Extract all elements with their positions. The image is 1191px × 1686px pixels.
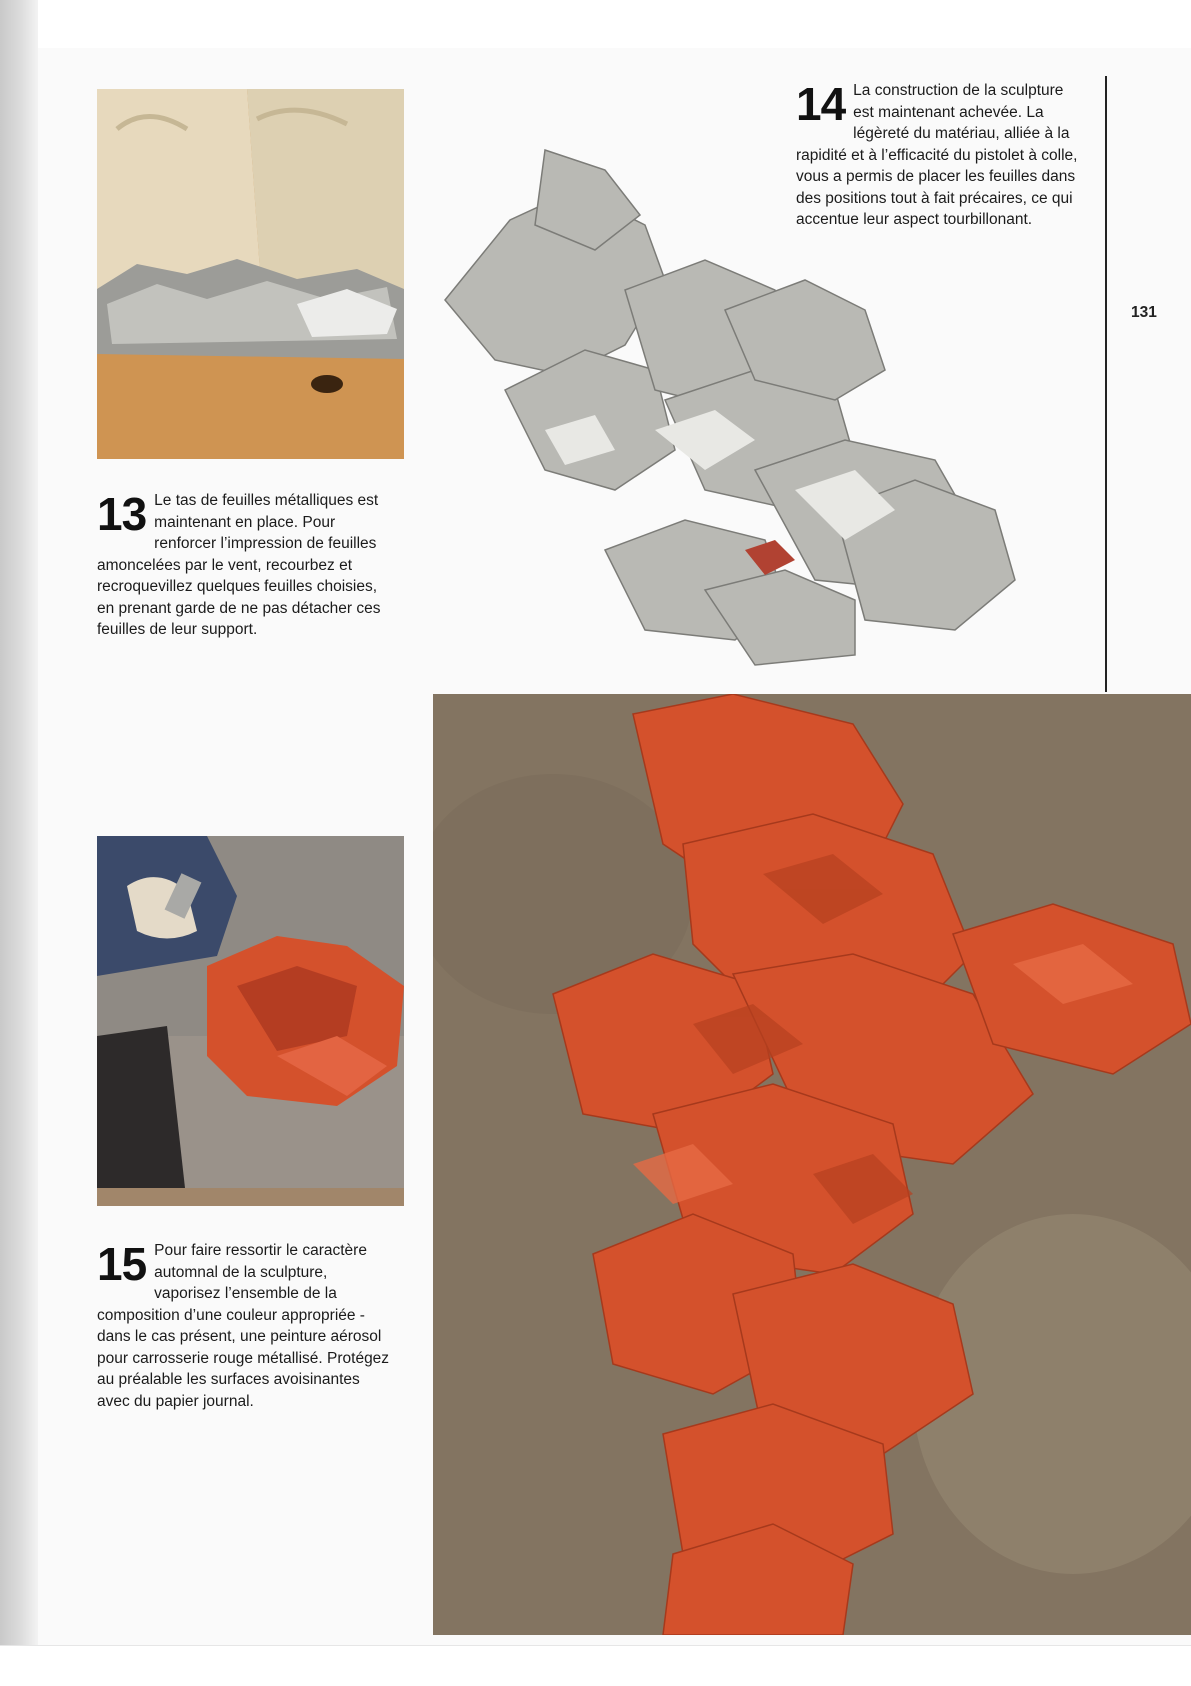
step-15: [97, 1240, 390, 1412]
step-text: La construction de la sculpture est maintenant achevée. La légèreté du matériau, alliée à la rapidité et à l’efficacité du pistolet à colle, vous a permis de placer les feuilles dans des positions tout à fait précaires, ce qui accentue leur aspect tourbillonant.: [796, 82, 1078, 228]
page-bottom-margin: [0, 1645, 1191, 1686]
column-rule: [1105, 76, 1107, 692]
binding-gutter-shadow: [0, 0, 38, 1685]
step-text: Pour faire ressortir le caractère automnal de la sculpture, vaporisez l’ensemble de la composition d’une couleur appropriée - dans le cas présent, une peinture aérosol pour carrosserie rouge métallisé. Protégez au préalable les surfaces avoisinantes avec du papier journal.: [97, 1242, 390, 1410]
step-14: [796, 80, 1088, 231]
photo-spray-painting: [97, 836, 404, 1206]
step-number: 14: [796, 78, 846, 130]
page-top-margin: [0, 0, 1191, 48]
photo-gloved-hands-leaves: [97, 89, 404, 459]
step-number: 13: [97, 488, 147, 540]
step-text: Le tas de feuilles métalliques est maintenant en place. Pour renforcer l’impression de feuilles amoncelées par le vent, recourbez et recroquevillez quelques feuilles choisies, en prenant garde de ne pas détacher ces feuilles de leur support.: [97, 492, 381, 638]
step-13: [97, 490, 387, 641]
page-number: 131: [1131, 304, 1157, 321]
step-number: 15: [97, 1238, 147, 1290]
photo-red-leaf-sculpture: [433, 694, 1191, 1635]
